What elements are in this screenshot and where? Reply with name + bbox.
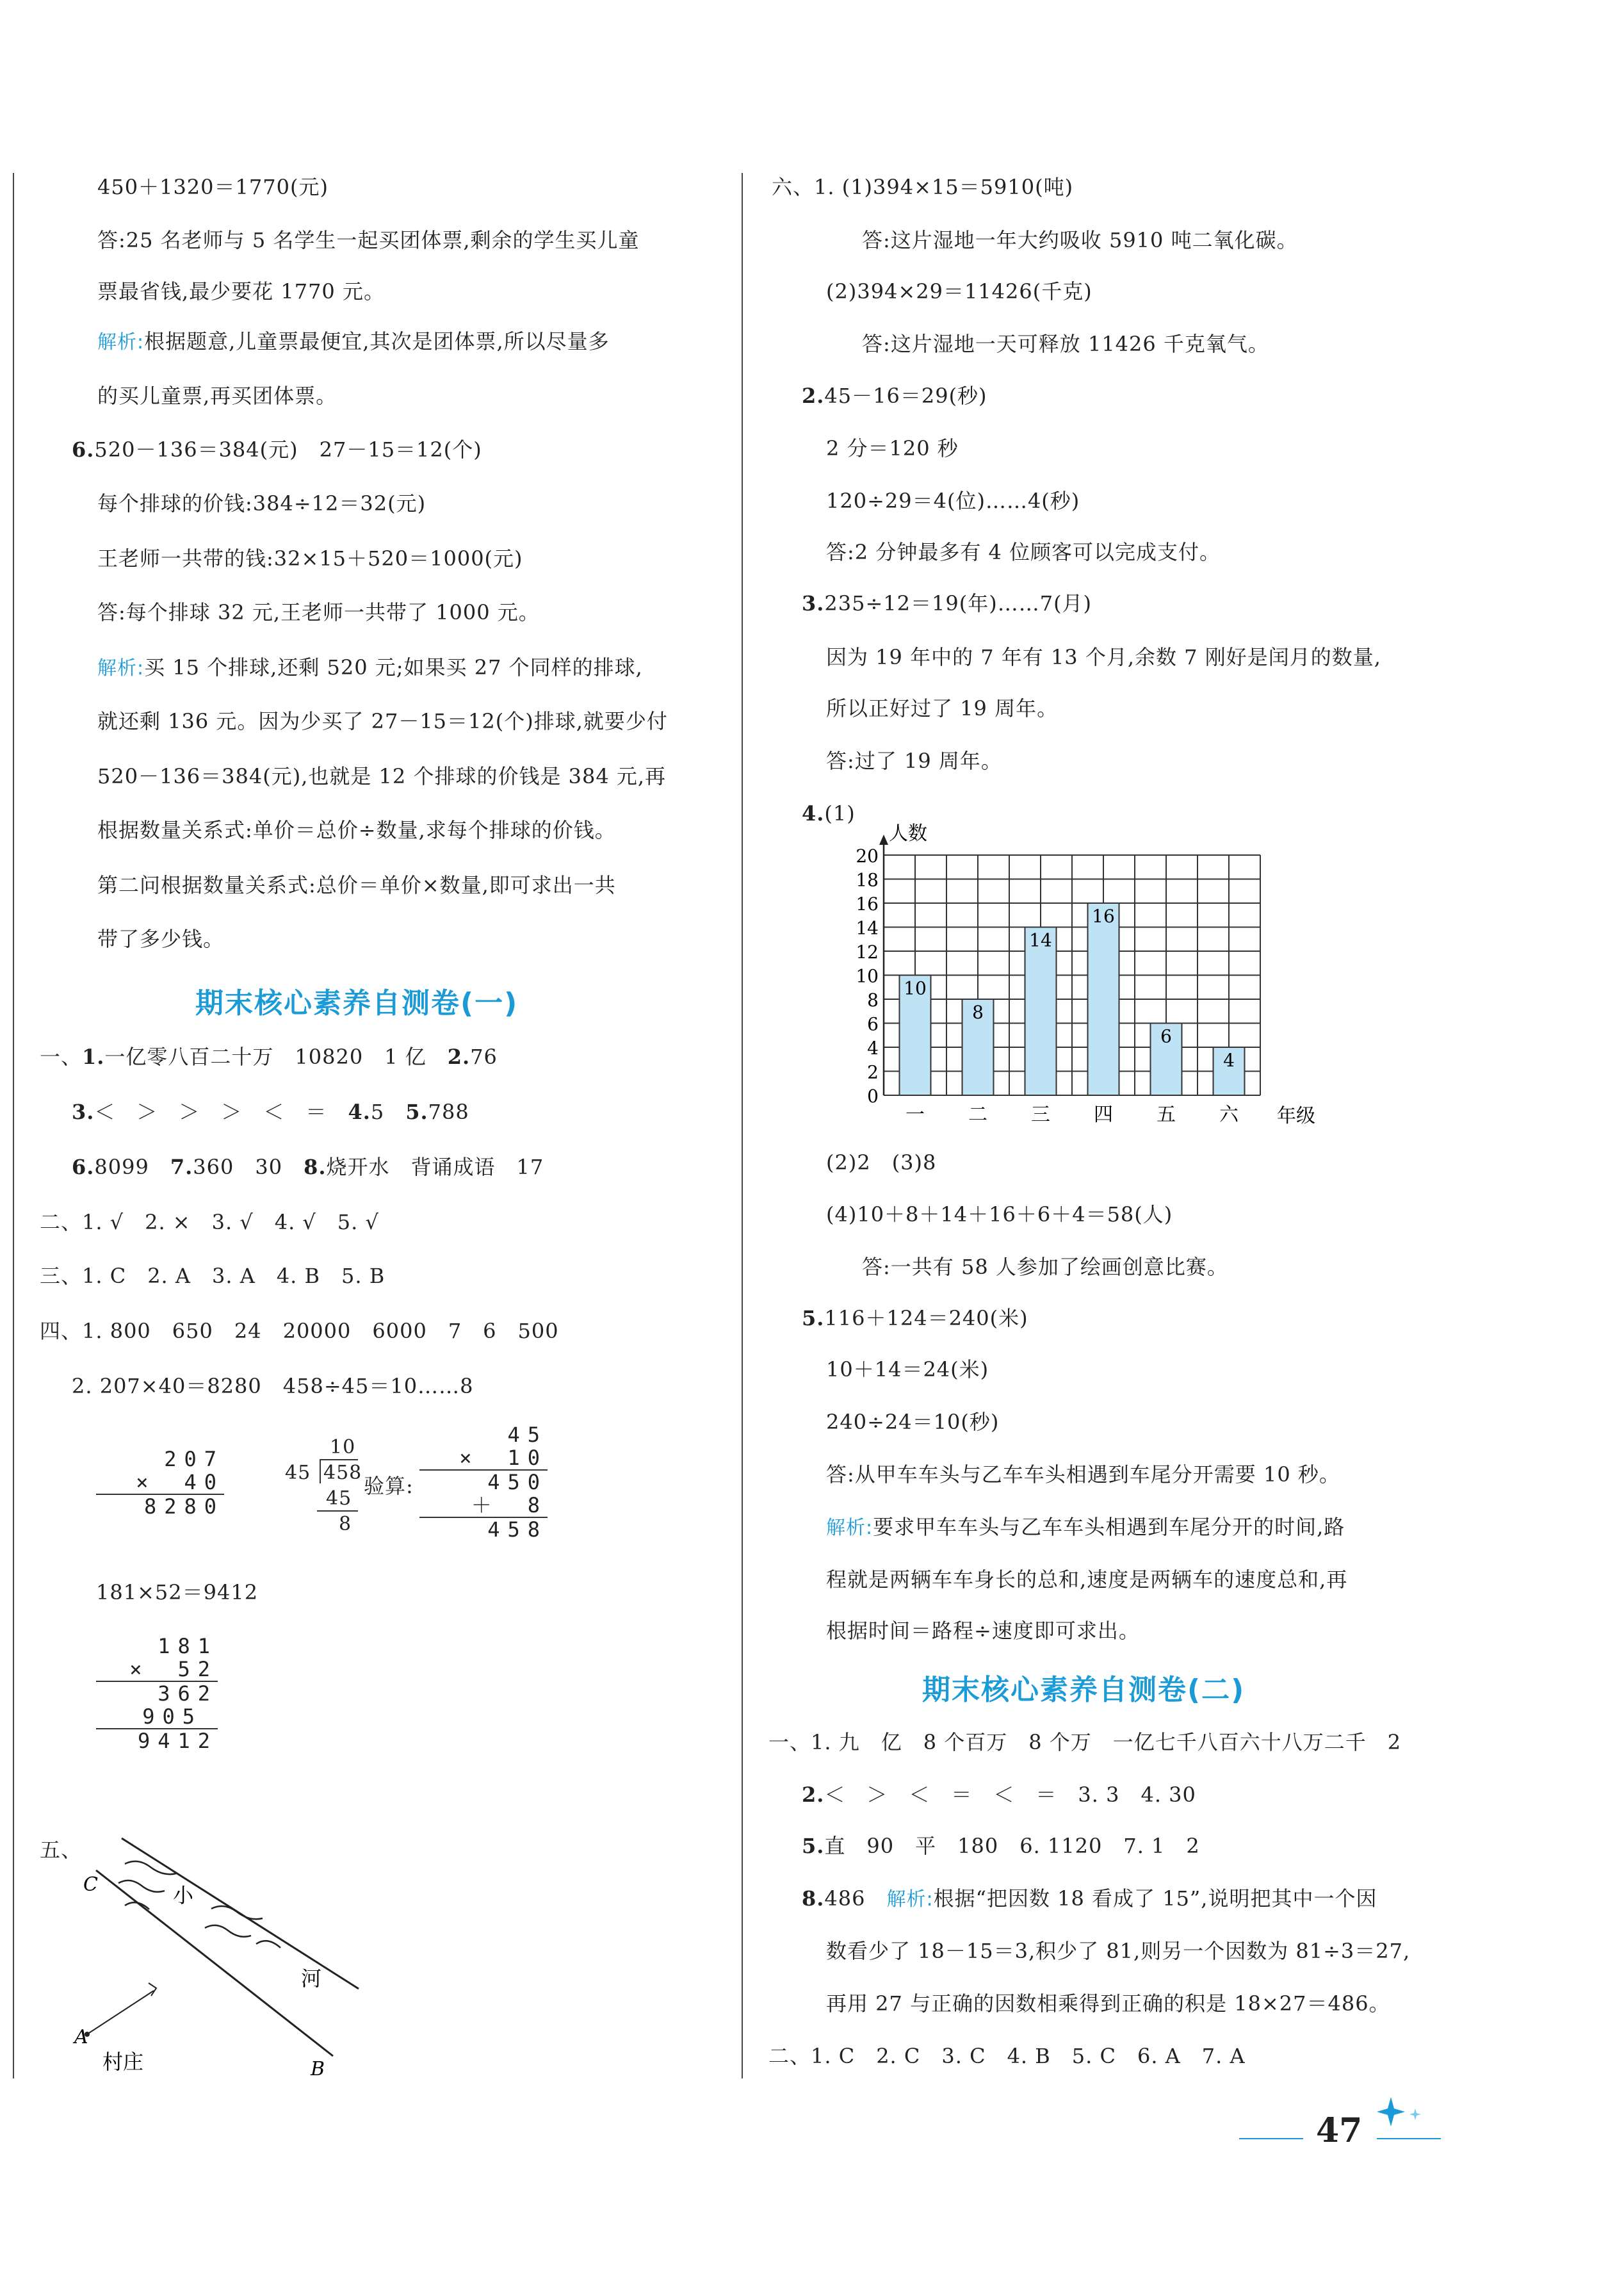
y-tick-label: 6 xyxy=(867,1013,879,1035)
right-line: 240÷24＝10(秒) xyxy=(826,1410,1000,1434)
y-axis-label: 人数 xyxy=(889,822,927,845)
bar-value-label: 8 xyxy=(972,1002,984,1023)
left-line: 根据数量关系式:单价＝总价÷数量,求每个排球的价钱。 xyxy=(97,818,616,842)
river-char-small: 小 xyxy=(173,1883,194,1907)
right-line: 解析:要求甲车车头与乙车车头相遇到车尾分开的时间,路 xyxy=(826,1515,1345,1539)
answer-line: 一、1.一亿零八百二十万 10820 1 亿 2.76 xyxy=(40,1045,498,1069)
left-line: 450＋1320＝1770(元) xyxy=(97,175,329,199)
answer-line: 数看少了 18－15＝3,积少了 81,则另一个因数为 81÷3＝27, xyxy=(826,1939,1411,1963)
y-tick-label: 10 xyxy=(856,965,879,987)
page-number: 47 xyxy=(1316,2111,1363,2150)
answer-line: 四、1. 800 650 24 20000 6000 7 6 500 xyxy=(40,1319,559,1343)
right-line: (2)2 (3)8 xyxy=(826,1150,937,1175)
left-line: 的买儿童票,再买团体票。 xyxy=(97,384,337,408)
point-b-label: B xyxy=(311,2058,325,2075)
left-line: 王老师一共带的钱:32×15＋520＝1000(元) xyxy=(97,546,523,571)
right-line: 120÷29＝4(位)……4(秒) xyxy=(826,489,1080,513)
answer-line: 二、1. C 2. C 3. C 4. B 5. C 6. A 7. A xyxy=(768,2044,1246,2068)
left-line: 答:每个排球 32 元,王老师一共带了 1000 元。 xyxy=(97,600,540,624)
x-tick-label: 二 xyxy=(968,1104,987,1126)
bar xyxy=(1025,927,1057,1096)
right-line: 所以正好过了 19 周年。 xyxy=(826,696,1059,721)
left-line: 带了多少钱。 xyxy=(97,927,225,951)
right-line: 5.116＋124＝240(米) xyxy=(802,1306,1028,1330)
analysis-label: 解析: xyxy=(97,331,145,354)
y-tick-label: 14 xyxy=(856,917,879,939)
bar-chart xyxy=(832,801,1409,1140)
answer-line: 5.直 90 平 180 6. 1120 7. 1 2 xyxy=(802,1834,1200,1858)
center-column-rule xyxy=(742,173,743,2078)
check-label: 验算: xyxy=(364,1474,414,1498)
right-line: 4.(1) xyxy=(802,801,856,826)
section-title: 期末核心素养自测卷(二) xyxy=(922,1674,1246,1706)
bar-value-label: 16 xyxy=(1092,906,1115,927)
right-line: (2)394×29＝11426(千克) xyxy=(826,279,1092,304)
y-tick-label: 16 xyxy=(856,894,879,915)
right-line: 10＋14＝24(米) xyxy=(826,1357,989,1382)
answer-line: 五、 xyxy=(40,1838,83,1862)
x-tick-label: 四 xyxy=(1094,1104,1113,1126)
vertical-calc-multiply-2: 181 × 52 362 905 9412 xyxy=(96,1635,218,1752)
left-line: 每个排球的价钱:384÷12＝32(元) xyxy=(97,491,426,516)
y-axis-arrow-icon xyxy=(879,835,888,845)
bar-value-label: 6 xyxy=(1160,1025,1172,1047)
left-line: 第二问根据数量关系式:总价＝单价×数量,即可求出一共 xyxy=(97,873,616,897)
x-tick-label: 一 xyxy=(905,1104,925,1126)
river-diagram xyxy=(64,1832,371,2075)
point-c-label: C xyxy=(83,1873,98,1896)
y-tick-label: 18 xyxy=(856,869,879,891)
y-tick-label: 2 xyxy=(867,1061,879,1083)
y-tick-label: 12 xyxy=(856,942,879,963)
right-line: (4)10＋8＋14＋16＋6＋4＝58(人) xyxy=(826,1202,1173,1227)
x-tick-label: 六 xyxy=(1219,1104,1238,1126)
right-line: 根据时间＝路程÷速度即可求出。 xyxy=(826,1619,1140,1643)
left-line: 解析:根据题意,儿童票最便宜,其次是团体票,所以尽量多 xyxy=(97,329,610,354)
left-margin-rule xyxy=(13,173,14,2078)
bar xyxy=(1088,903,1119,1095)
answer-line: 一、1. 九 亿 8 个百万 8 个万 一亿七千八百六十八万二千 2 xyxy=(768,1730,1402,1754)
bar-value-label: 4 xyxy=(1223,1050,1235,1071)
answer-line: 2.＜ ＞ ＜ ＝ ＜ ＝ 3. 3 4. 30 xyxy=(802,1783,1196,1807)
bar-value-label: 14 xyxy=(1029,929,1052,951)
right-line: 答:2 分钟最多有 4 位顾客可以完成支付。 xyxy=(826,540,1221,564)
analysis-label: 解析: xyxy=(826,1517,873,1539)
y-tick-label: 8 xyxy=(867,990,879,1011)
answer-line: 二、1. √ 2. × 3. √ 4. √ 5. √ xyxy=(40,1210,379,1234)
right-line: 因为 19 年中的 7 年有 13 个月,余数 7 刚好是闰月的数量, xyxy=(826,645,1381,669)
right-line: 3.235÷12＝19(年)……7(月) xyxy=(802,591,1092,616)
right-line: 答:这片湿地一天可释放 11426 千克氧气。 xyxy=(862,332,1269,356)
left-line: 票最省钱,最少要花 1770 元。 xyxy=(97,279,385,304)
right-line: 答:这片湿地一年大约吸收 5910 吨二氧化碳。 xyxy=(862,228,1298,252)
answer-line: 8.486 解析:根据“把因数 18 看成了 15”,说明把其中一个因 xyxy=(802,1886,1377,1911)
analysis-label: 解析: xyxy=(886,1888,934,1911)
y-tick-label: 0 xyxy=(867,1086,879,1107)
left-line: 6.520－136＝384(元) 27－15＝12(个) xyxy=(72,437,482,462)
footer-line-left xyxy=(1239,2138,1303,2139)
village-label: 村庄 xyxy=(102,2050,144,2074)
vertical-calc-multiply: 207 × 40 8280 xyxy=(96,1448,224,1518)
analysis-label: 解析: xyxy=(97,657,145,680)
right-line: 2 分＝120 秒 xyxy=(826,436,959,461)
right-line: 程就是两辆车车身长的总和,速度是两辆车的速度总和,再 xyxy=(826,1567,1348,1592)
right-line: 答:一共有 58 人参加了绘画创意比赛。 xyxy=(862,1255,1228,1279)
right-line: 答:过了 19 周年。 xyxy=(826,749,1002,773)
answer-line: 三、1. C 2. A 3. A 4. B 5. B xyxy=(40,1264,386,1288)
river-char-he: 河 xyxy=(301,1966,322,1991)
right-line: 六、1. (1)394×15＝5910(吨) xyxy=(772,175,1074,199)
bar-value-label: 10 xyxy=(904,977,927,999)
sparkle-icon xyxy=(1377,2093,1428,2132)
y-tick-label: 4 xyxy=(867,1038,879,1059)
vertical-calc-check: 45 × 10 450 ＋ 8 458 xyxy=(419,1423,548,1541)
answer-line: 再用 27 与正确的因数相乘得到正确的积是 18×27＝486。 xyxy=(826,1991,1390,2016)
section-title: 期末核心素养自测卷(一) xyxy=(195,987,519,1020)
long-division: 10 45 458 45 8 xyxy=(285,1436,362,1535)
right-line: 答:从甲车车头与乙车车头相遇到车尾分开需要 10 秒。 xyxy=(826,1462,1340,1487)
footer-line-right xyxy=(1377,2138,1441,2139)
answer-line: 3.＜ ＞ ＞ ＞ ＜ ＝ 4.5 5.788 xyxy=(72,1100,469,1124)
x-axis-label: 年级 xyxy=(1277,1105,1315,1127)
left-line: 就还剩 136 元。因为少买了 27－15＝12(个)排球,就要少付 xyxy=(97,709,668,733)
answer-line: 2. 207×40＝8280 458÷45＝10……8 xyxy=(72,1374,474,1398)
x-tick-label: 五 xyxy=(1157,1104,1176,1126)
answer-line: 181×52＝9412 xyxy=(96,1580,259,1604)
y-tick-label: 20 xyxy=(856,845,879,867)
x-tick-label: 三 xyxy=(1031,1104,1050,1126)
left-line: 答:25 名老师与 5 名学生一起买团体票,剩余的学生买儿童 xyxy=(97,228,640,252)
point-a-label: A xyxy=(74,2026,88,2048)
left-line: 520－136＝384(元),也就是 12 个排球的价钱是 384 元,再 xyxy=(97,764,667,788)
right-line: 2.45－16＝29(秒) xyxy=(802,384,987,408)
answer-line: 6.8099 7.360 30 8.烧开水 背诵成语 17 xyxy=(72,1155,544,1179)
left-line: 解析:买 15 个排球,还剩 520 元;如果买 27 个同样的排球, xyxy=(97,655,643,680)
